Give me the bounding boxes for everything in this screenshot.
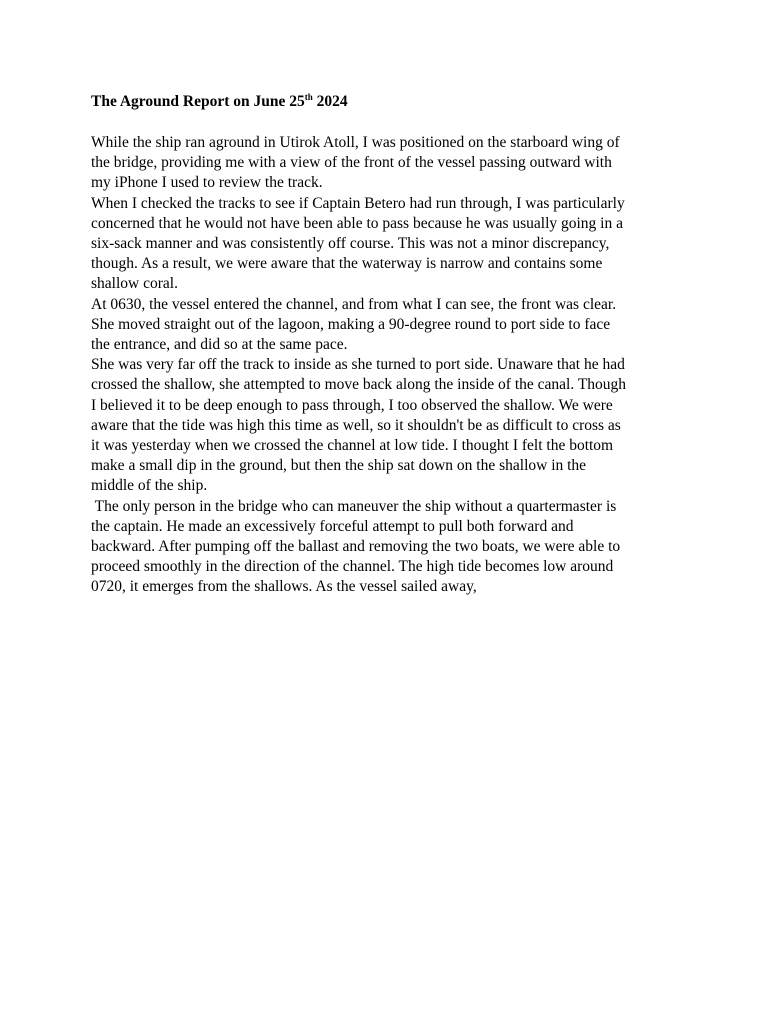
body-line: 0720, it emerges from the shallows. As the vessel sailed away, xyxy=(91,578,477,596)
body-line: crossed the shallow, she attempted to move back along the inside of the canal. Though xyxy=(91,376,627,394)
body-line: aware that the tide was high this time as well, so it shouldn't be as difficult to cross as xyxy=(91,416,621,434)
body-line: it was yesterday when we crossed the channel at low tide. I thought I felt the bottom xyxy=(91,437,614,455)
body-line: make a small dip in the ground, but then the ship sat down on the shallow in the xyxy=(91,457,587,475)
body-line: I believed it to be deep enough to pass through, I too observed the shallow. We were xyxy=(91,396,613,414)
body-line: though. As a result, we were aware that the waterway is narrow and contains some xyxy=(91,255,603,273)
body-line: When I checked the tracks to see if Captain Betero had run through, I was particularly xyxy=(91,194,625,212)
body-line: The only person in the bridge who can maneuver the ship without a quartermaster is xyxy=(91,497,617,515)
body-line: While the ship ran aground in Utirok Atoll, I was positioned on the starboard wing of xyxy=(91,134,620,151)
body-line: the captain. He made an excessively forceful attempt to pull both forward and xyxy=(91,517,574,535)
report-title-suffix: 2024 xyxy=(312,93,348,110)
report-title-superscript: th xyxy=(304,91,313,102)
report-body xyxy=(91,133,691,598)
body-line: the entrance, and did so at the same pace. xyxy=(91,336,348,354)
body-line: six-sack manner and was consistently off course. This was not a minor discrepancy, xyxy=(91,235,610,253)
body-line: She was very far off the track to inside as she turned to port side. Unaware that he had xyxy=(91,356,625,374)
body-line: She moved straight out of the lagoon, making a 90-degree round to port side to face xyxy=(91,315,611,333)
body-line: the bridge, providing me with a view of the front of the vessel passing outward with xyxy=(91,154,612,172)
report-title xyxy=(91,92,348,112)
body-line: proceed smoothly in the direction of the channel. The high tide becomes low around xyxy=(91,558,614,576)
body-line: concerned that he would not have been able to pass because he was usually going in a xyxy=(91,214,623,232)
report-title-prefix: The Aground Report on June 25 xyxy=(91,93,305,110)
body-line: my iPhone I used to review the track. xyxy=(91,174,323,192)
body-line: At 0630, the vessel entered the channel, and from what I can see, the front was clear. xyxy=(91,295,617,313)
body-line: shallow coral. xyxy=(91,275,178,293)
body-line: backward. After pumping off the ballast and removing the two boats, we were able to xyxy=(91,538,621,556)
body-line: middle of the ship. xyxy=(91,477,208,495)
